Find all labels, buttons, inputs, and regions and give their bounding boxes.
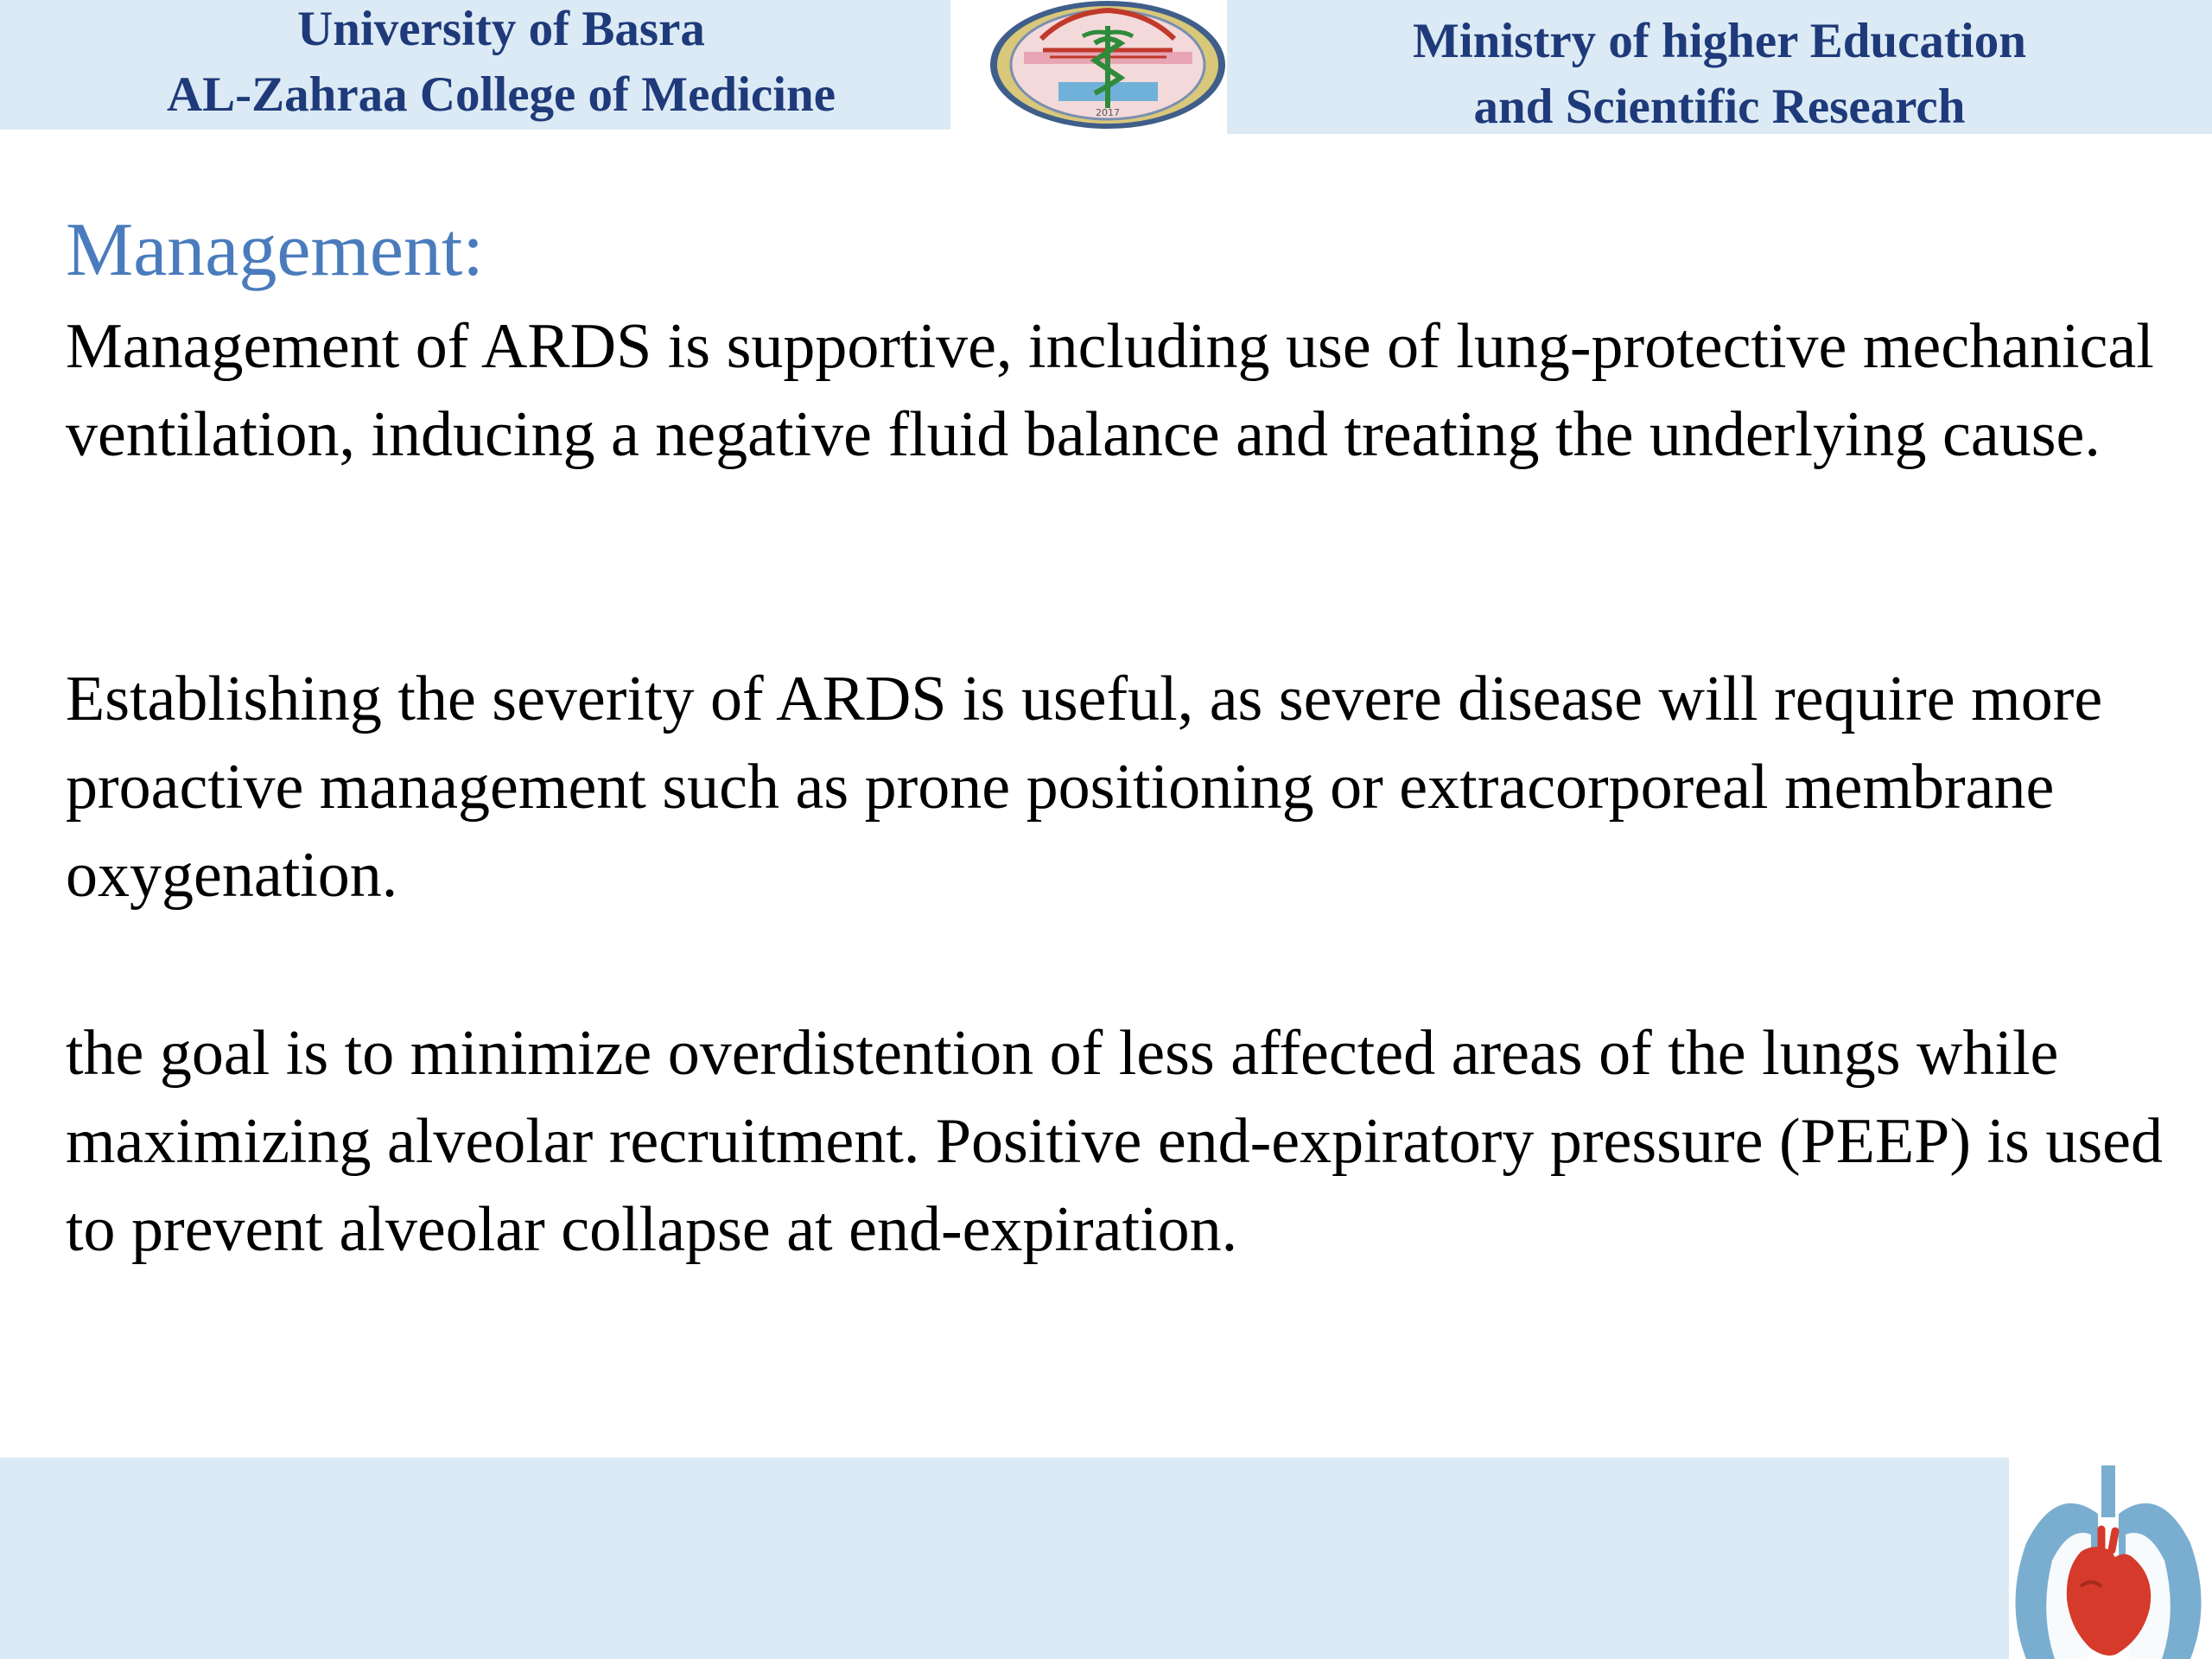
slide-title: Management: bbox=[66, 208, 484, 292]
logo-caption: 2017 bbox=[1096, 107, 1120, 118]
university-line: University of Basra bbox=[297, 2, 705, 56]
college-line: AL-Zahraa College of Medicine bbox=[166, 67, 836, 122]
ministry-name bbox=[1313, 9, 2126, 140]
footer-band bbox=[0, 1458, 2009, 1659]
body-paragraph: Establishing the severity of ARDS is useful, as severe disease will require more proactive management such as prone positioning or extracorporeal membrane oxygenation. bbox=[66, 664, 2103, 911]
ministry-line: Ministry of higher Education bbox=[1413, 14, 2026, 68]
lungs-heart-icon bbox=[2005, 1457, 2212, 1659]
body-paragraph: the goal is to minimize overdistention of less affected areas of the lungs while maximizing alveolar recruitment. Positive end-expiratory pressure (PEEP) is used to prevent alveolar collapse at end-expiration. bbox=[66, 1018, 2163, 1265]
university-name bbox=[86, 0, 916, 128]
body-paragraph: Management of ARDS is supportive, including use of lung-protective mechanical ventilation, inducing a negative fluid balance and treating the underlying cause. bbox=[66, 311, 2154, 470]
college-seal-logo bbox=[989, 0, 1227, 130]
ministry-subline: and Scientific Research bbox=[1473, 79, 1966, 134]
